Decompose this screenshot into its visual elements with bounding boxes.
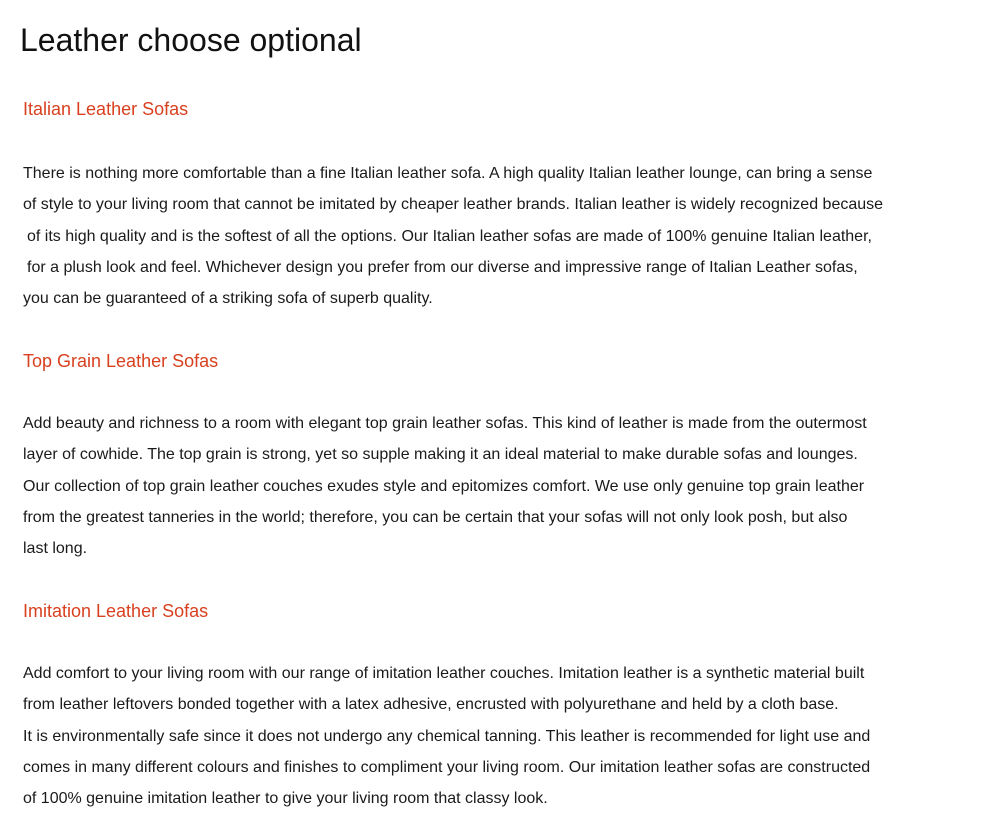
section-body-top-grain-leather — [23, 408, 993, 564]
paragraph-line: of style to your living room that cannot be imitated by cheaper leather brands. Italian leather is widely recognized because — [23, 196, 884, 214]
paragraph-line: of 100% genuine imitation leather to give your living room that classy look. — [23, 790, 548, 808]
paragraph-line: It is environmentally safe since it does not undergo any chemical tanning. This leather is recommended for light use and — [23, 727, 871, 745]
paragraph-line: layer of cowhide. The top grain is strong, yet so supple making it an ideal material to make durable sofas and lounges. — [23, 446, 858, 464]
paragraph-line: last long. — [23, 540, 88, 558]
paragraph-line: comes in many different colours and finishes to compliment your living room. Our imitation leather sofas are constructed — [23, 758, 871, 776]
paragraph-line: from leather leftovers bonded together with a latex adhesive, encrusted with polyurethane and held by a cloth base. — [23, 696, 839, 714]
page-title: Leather choose optional — [20, 22, 362, 58]
paragraph-line: you can be guaranteed of a striking sofa of superb quality. — [23, 290, 433, 308]
paragraph-line: for a plush look and feel. Whichever design you prefer from our diverse and impressive range of Italian Leather sofas, — [27, 258, 858, 276]
section-heading-top-grain-leather: Top Grain Leather Sofas — [23, 351, 219, 371]
section-heading-italian-leather: Italian Leather Sofas — [23, 99, 189, 119]
paragraph-line: from the greatest tanneries in the world; therefore, you can be certain that your sofas will not only look posh, but also — [23, 508, 848, 526]
paragraph-line: There is nothing more comfortable than a fine Italian leather sofa. A high quality Italian leather lounge, can bring a sense — [23, 165, 873, 182]
section-body-italian-leather — [23, 158, 993, 314]
section-heading-imitation-leather: Imitation Leather Sofas — [23, 601, 209, 621]
paragraph-line: Our collection of top grain leather couches exudes style and epitomizes comfort. We use only genuine top grain leather — [23, 477, 865, 495]
paragraph-line: Add comfort to your living room with our range of imitation leather couches. Imitation leather is a synthetic material built — [23, 665, 865, 682]
paragraph-line: of its high quality and is the softest of all the options. Our Italian leather sofas are made of 100% genuine Italian leather, — [27, 227, 872, 245]
paragraph-line: Add beauty and richness to a room with elegant top grain leather sofas. This kind of leather is made from the outermost — [23, 415, 867, 432]
section-body-imitation-leather — [23, 658, 993, 814]
